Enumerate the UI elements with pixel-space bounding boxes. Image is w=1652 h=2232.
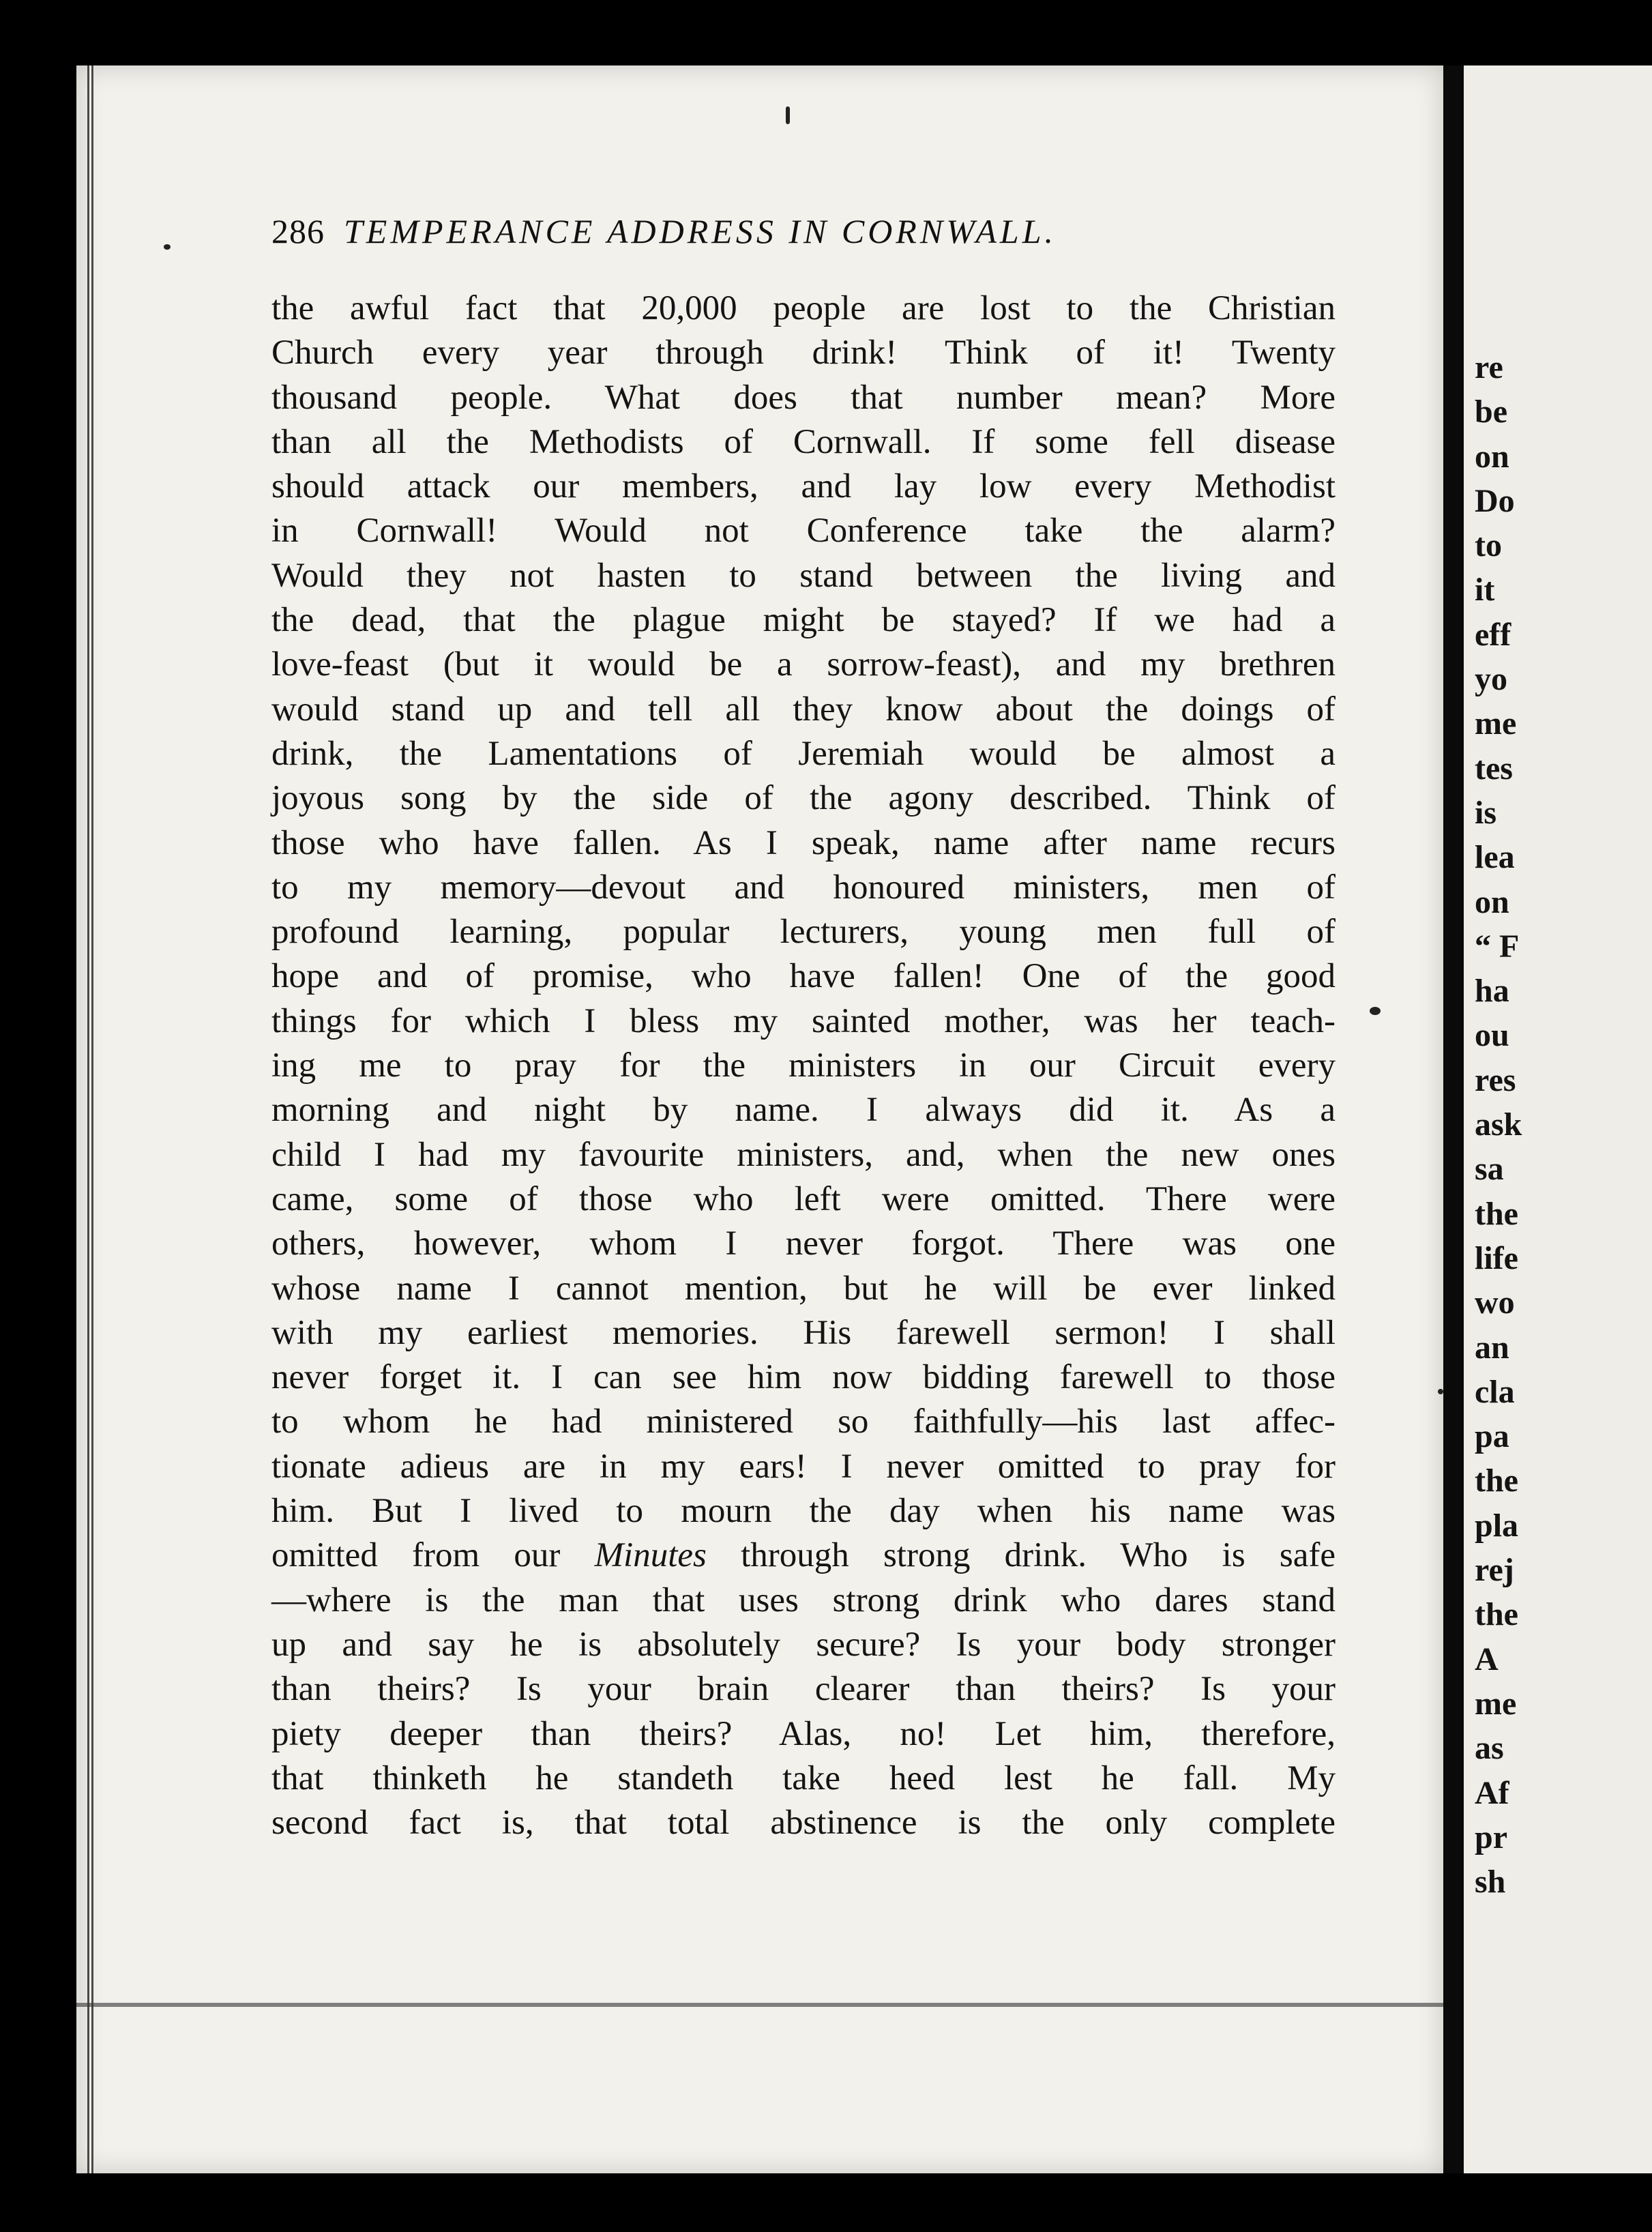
text-fragment: omitted from our [271, 1536, 595, 1575]
text-line: whose name I cannot mention, but he will be ever linked [271, 1269, 1336, 1308]
text-line: hope and of promise, who have fallen! One of the good [271, 957, 1336, 996]
ink-speck [786, 106, 790, 124]
text-line: ing me to pray for the ministers in our Circuit every [271, 1046, 1336, 1085]
text-fragment: through strong drink. Who is safe [706, 1536, 1336, 1575]
text-line: the awful fact that 20,000 people are lost to the Christian [271, 289, 1336, 327]
text-fragment: tes [1475, 750, 1513, 787]
adjacent-page [1464, 65, 1652, 2173]
text-line: thousand people. What does that number mean? More [271, 378, 1336, 417]
text-fragment: sh [1475, 1864, 1506, 1900]
text-fragment: pla [1475, 1507, 1519, 1544]
scan-border-left [0, 0, 76, 2232]
text-fragment: be [1475, 394, 1507, 430]
text-fragment: as [1475, 1730, 1504, 1767]
running-title: TEMPERANCE ADDRESS IN CORNWALL. [344, 212, 1057, 250]
text-line: those who have fallen. As I speak, name after name recurs [271, 823, 1336, 862]
text-line: should attack our members, and lay low every Methodist [271, 467, 1336, 506]
text-line: piety deeper than theirs? Alas, no! Let him, therefore, [271, 1714, 1336, 1753]
text-line: —where is the man that uses strong drink who dares stand [271, 1581, 1336, 1619]
text-line: to my memory—devout and honoured ministers, men of [271, 868, 1336, 907]
text-fragment: on [1475, 438, 1509, 475]
text-fragment: rej [1475, 1552, 1514, 1589]
text-line: second fact is, that total abstinence is the only complete [271, 1804, 1336, 1842]
text-line: joyous song by the side of the agony described. Think of [271, 779, 1336, 818]
text-fragment: sa [1475, 1151, 1504, 1188]
text-fragment: life [1475, 1239, 1518, 1276]
text-line: never forget it. I can see him now bidding farewell to those [271, 1358, 1336, 1397]
text-fragment: A [1475, 1641, 1499, 1677]
running-header [271, 211, 1322, 273]
text-fragment: pr [1475, 1819, 1507, 1855]
text-line: that thinketh he standeth take heed lest he fall. My [271, 1759, 1336, 1797]
page-edge-rule [87, 65, 94, 2173]
text-line: would stand up and tell all they know about the doings of [271, 690, 1336, 729]
text-line: child I had my favourite ministers, and, when the new ones [271, 1135, 1336, 1174]
text-line: things for which I bless my sainted mother, was her teach- [271, 1001, 1336, 1040]
text-line: profound learning, popular lecturers, young men full of [271, 913, 1336, 952]
text-line: Church every year through drink! Think of it! Twenty [271, 334, 1336, 372]
page-bottom-rule [76, 2003, 1443, 2007]
text-fragment: pa [1475, 1418, 1509, 1455]
book-gutter [1443, 65, 1464, 2173]
ink-speck [164, 244, 171, 250]
text-line: tionate adieus are in my ears! I never omitted to pray for [271, 1447, 1336, 1486]
text-fragment: an [1475, 1329, 1509, 1366]
text-fragment: wo [1475, 1284, 1515, 1321]
ink-speck [1438, 1389, 1443, 1394]
text-fragment: Do [1475, 482, 1515, 519]
text-fragment: on [1475, 883, 1509, 920]
text-fragment: the [1475, 1195, 1518, 1232]
italic-word-minutes: Minutes [594, 1536, 707, 1575]
text-line: drink, the Lamentations of Jeremiah would be almost a [271, 734, 1336, 773]
text-fragment: eff [1475, 616, 1511, 653]
text-line: Would they not hasten to stand between the living and [271, 556, 1336, 595]
body-text [271, 287, 1336, 1845]
text-line: love-feast (but it would be a sorrow-feast), and my brethren [271, 645, 1336, 684]
text-line-minutes [271, 1533, 1336, 1578]
adjacent-page-text [1475, 345, 1522, 1904]
text-fragment: ha [1475, 973, 1509, 1010]
text-fragment: “ F [1475, 928, 1520, 965]
text-line: him. But I lived to mourn the day when his name was [271, 1492, 1336, 1531]
text-fragment: yo [1475, 661, 1507, 698]
text-fragment: is [1475, 794, 1497, 831]
text-line: than theirs? Is your brain clearer than theirs? Is your [271, 1670, 1336, 1709]
text-fragment: it [1475, 572, 1495, 608]
text-fragment: Af [1475, 1774, 1509, 1811]
text-fragment: ask [1475, 1106, 1522, 1143]
text-line: to whom he had ministered so faithfully—his last affec- [271, 1403, 1336, 1441]
text-line: the dead, that the plague might be stayed? If we had a [271, 601, 1336, 640]
text-line: came, some of those who left were omitted. There were [271, 1179, 1336, 1218]
text-fragment: me [1475, 1685, 1517, 1722]
ink-speck [1370, 1007, 1381, 1015]
page-number: 286 [271, 212, 325, 250]
text-fragment: cla [1475, 1373, 1515, 1410]
text-line: up and say he is absolutely secure? Is your body stronger [271, 1625, 1336, 1664]
scan-border-bottom [0, 2173, 1652, 2232]
text-fragment: lea [1475, 839, 1515, 876]
text-fragment: ou [1475, 1017, 1509, 1054]
text-line: with my earliest memories. His farewell sermon! I shall [271, 1313, 1336, 1352]
scan-border-top [0, 0, 1652, 65]
text-fragment: res [1475, 1061, 1516, 1098]
text-fragment: re [1475, 349, 1503, 385]
text-fragment: the [1475, 1463, 1518, 1499]
text-line: in Cornwall! Would not Conference take the alarm? [271, 512, 1336, 550]
text-fragment: the [1475, 1596, 1518, 1633]
text-fragment: to [1475, 527, 1502, 564]
text-line: than all the Methodists of Cornwall. If some fell disease [271, 422, 1336, 461]
text-line: others, however, whom I never forgot. There was one [271, 1224, 1336, 1263]
text-fragment: me [1475, 705, 1517, 742]
text-line: morning and night by name. I always did it. As a [271, 1091, 1336, 1130]
